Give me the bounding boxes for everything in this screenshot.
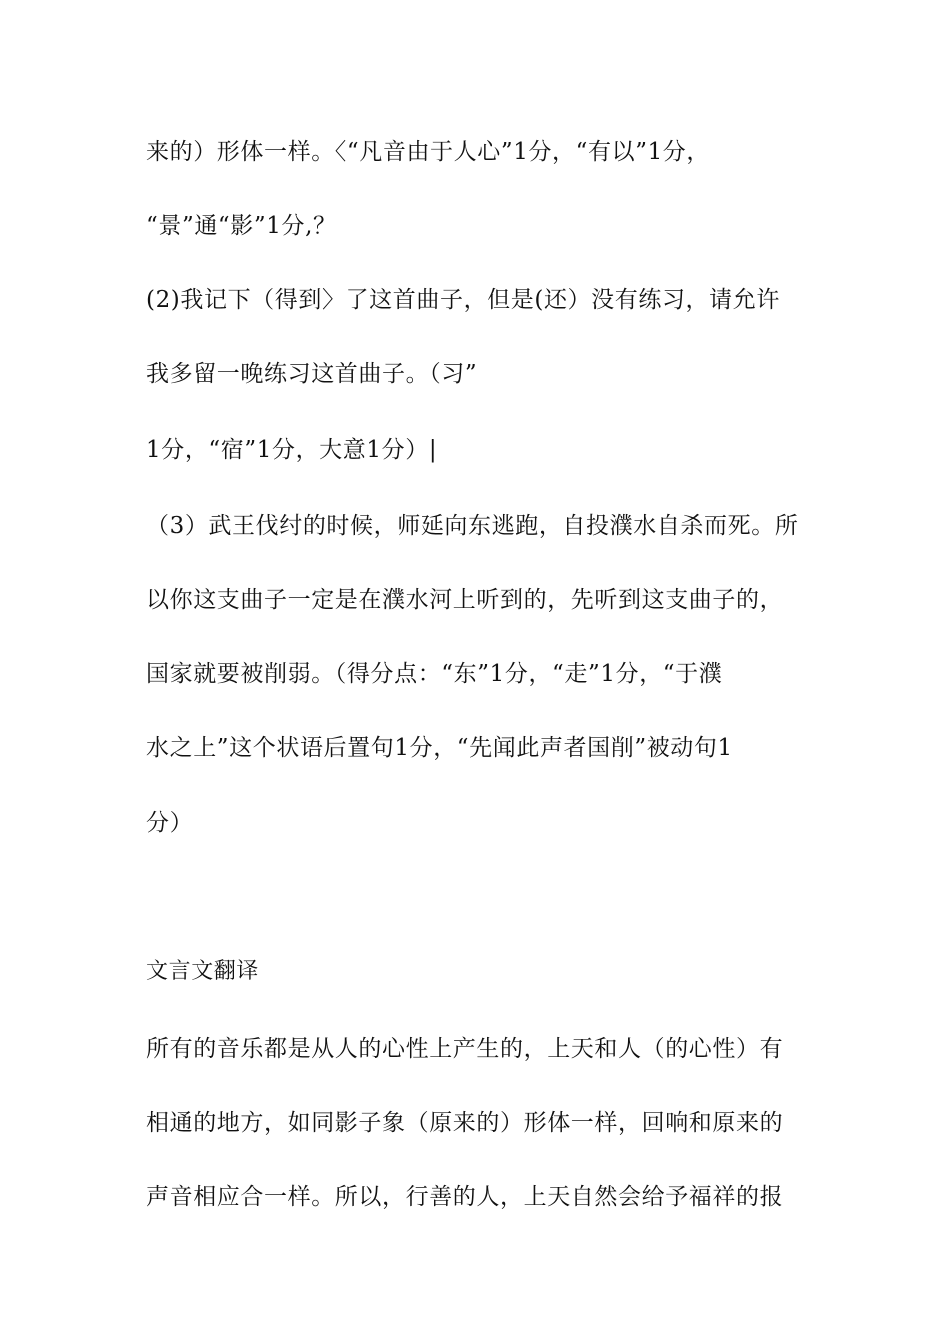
answer-line-6: （3）武王伐纣的时候，师延向东逃跑，自投濮水自杀而死。所 bbox=[146, 513, 799, 539]
answer-line-9: 水之上”这个状语后置句1分，“先闻此声者国削”被动句1 bbox=[146, 735, 733, 761]
translation-line-2: 相通的地方，如同影子象（原来的）形体一样，回响和原来的 bbox=[146, 1110, 784, 1136]
answer-line-7: 以你这支曲子一定是在濮水河上听到的，先听到这支曲子的， bbox=[146, 587, 784, 613]
answer-line-2: “景”通“影”1分,？ bbox=[146, 213, 337, 239]
translation-line-3: 声音相应合一样。所以，行善的人，上天自然会给予福祥的报 bbox=[146, 1184, 784, 1210]
section-heading: 文言文翻译 bbox=[146, 959, 260, 984]
answer-line-8: 国家就要被削弱。（得分点：“东”1分，“走”1分，“于濮 bbox=[146, 661, 723, 687]
answer-line-4: 我多留一晚练习这首曲子。（习” bbox=[146, 361, 478, 387]
answer-line-10: 分） bbox=[146, 810, 194, 836]
answer-line-3: (2)我记下（得到〉了这首曲子，但是(还）没有练习，请允许 bbox=[146, 287, 780, 313]
answer-line-5: 1分，“宿”1分，大意1分）| bbox=[146, 437, 438, 463]
translation-line-1: 所有的音乐都是从人的心性上产生的，上天和人（的心性）有 bbox=[146, 1036, 784, 1062]
answer-line-1: 来的）形体一样。〈“凡音由于人心”1分，“有以”1分， bbox=[146, 139, 710, 165]
